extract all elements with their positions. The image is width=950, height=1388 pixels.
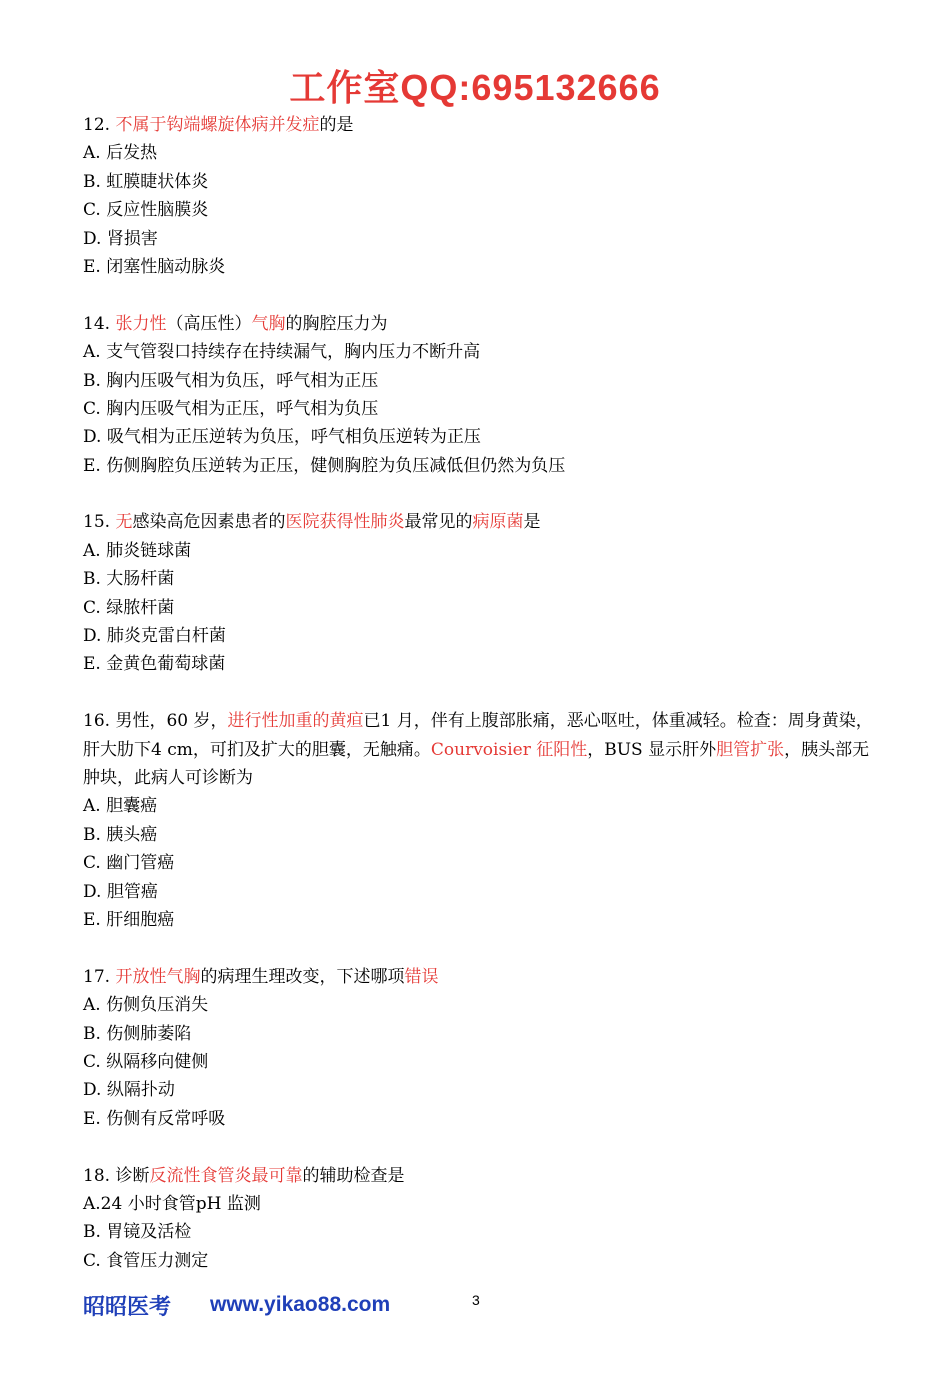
highlighted-keyword: Courvoisier 征阳性	[430, 739, 588, 760]
answer-option: E. 金黄色葡萄球菌	[83, 654, 226, 675]
question-stem	[83, 310, 883, 338]
highlighted-keyword: 错误	[404, 966, 439, 987]
answer-option: B. 虹膜睫状体炎	[83, 171, 209, 192]
stem-text: ，BUS 显示肝外	[587, 739, 717, 760]
question-block	[83, 707, 883, 934]
question-stem	[83, 508, 883, 536]
highlighted-keyword: 反流性食管炎最可靠	[149, 1165, 303, 1186]
answer-option: D. 吸气相为正压逆转为负压，呼气相负压逆转为正压	[83, 427, 481, 448]
stem-text: 的病理生理改变，下述哪项	[200, 966, 405, 987]
question-spacer	[83, 281, 883, 309]
page-number: 3	[472, 1292, 480, 1308]
highlighted-keyword: 张力性	[115, 313, 167, 334]
question-stem	[83, 1162, 883, 1190]
stem-text: 15.	[83, 512, 116, 533]
stem-text: 最常见的	[404, 512, 473, 533]
question-block	[83, 310, 883, 480]
question-block	[83, 963, 883, 1133]
answer-option: C. 胸内压吸气相为正压，呼气相为负压	[83, 398, 379, 419]
answer-option: A. 后发热	[83, 143, 158, 164]
answer-option: C. 食管压力测定	[83, 1250, 209, 1271]
stem-text: 17.	[83, 966, 116, 987]
answer-option: B. 胸内压吸气相为负压，呼气相为正压	[83, 370, 379, 391]
stem-text: 是	[523, 512, 541, 533]
question-spacer	[83, 679, 883, 707]
answer-option: B. 大肠杆菌	[83, 569, 175, 590]
answer-option: A. 肺炎链球菌	[83, 540, 192, 561]
stem-text: 感染高危因素患者的	[132, 512, 286, 533]
stem-text: 的辅助检查是	[302, 1165, 405, 1186]
question-spacer	[83, 1133, 883, 1161]
answer-option: E. 肝细胞癌	[83, 909, 175, 930]
answer-option: C. 幽门管癌	[83, 853, 175, 874]
answer-option: A. 伤侧负压消失	[83, 995, 209, 1016]
answer-option: B. 胃镜及活检	[83, 1222, 192, 1243]
answer-option: E. 伤侧胸腔负压逆转为正压，健侧胸腔为负压减低但仍然为负压	[83, 455, 566, 476]
answer-option: A. 胆囊癌	[83, 796, 158, 817]
question-block	[83, 1162, 883, 1276]
question-stem	[83, 707, 883, 792]
question-stem	[83, 111, 883, 139]
stem-text: 16. 男性，60 岁，	[83, 711, 228, 732]
footer-url-link[interactable]: www.yikao88.com	[210, 1293, 391, 1316]
question-spacer	[83, 934, 883, 962]
stem-text: 12.	[83, 115, 116, 135]
footer-brand: 昭昭医考	[83, 1294, 172, 1319]
highlighted-keyword: 气胸	[251, 313, 286, 334]
question-stem	[83, 963, 883, 991]
answer-option: B. 伤侧肺萎陷	[83, 1023, 192, 1044]
highlighted-keyword: 进行性加重的黄疸	[227, 711, 364, 732]
stem-text: ，胰头部无肿块，此病人可诊断为	[83, 739, 870, 789]
answer-option: E. 闭塞性脑动脉炎	[83, 256, 226, 277]
question-block	[83, 508, 883, 678]
answer-option: E. 伤侧有反常呼吸	[83, 1108, 226, 1129]
stem-text: 已1 月，伴有上腹部胀痛，恶心呕吐，体重减轻。检查：周身黄染，肝大肋下4 cm，可扪及扩大的胆囊，无触痛。	[83, 711, 873, 760]
highlighted-keyword: 病原菌	[472, 512, 524, 533]
stem-text: （高压性）	[166, 313, 252, 334]
answer-option: A. 支气管裂口持续存在持续漏气，胸内压力不断升高	[83, 342, 481, 363]
answer-option: D. 胆管癌	[83, 881, 158, 902]
stem-text: 18. 诊断	[83, 1165, 150, 1186]
question-block	[83, 111, 883, 281]
answer-option: D. 肾损害	[83, 228, 158, 249]
highlighted-keyword: 无	[115, 512, 133, 533]
answer-option: B. 胰头癌	[83, 824, 158, 845]
answer-option: A.24 小时食管pH 监测	[83, 1193, 261, 1214]
answer-option: C. 反应性脑膜炎	[83, 200, 209, 221]
question-spacer	[83, 480, 883, 508]
stem-text: 的是	[319, 115, 354, 135]
stem-text: 的胸腔压力为	[285, 313, 388, 334]
header-watermark: 工作室QQ:695132666	[289, 67, 661, 108]
answer-option: C. 纵隔移向健侧	[83, 1051, 209, 1072]
answer-option: D. 纵隔扑动	[83, 1080, 175, 1101]
question-list	[83, 111, 883, 1275]
highlighted-keyword: 开放性气胸	[115, 966, 201, 987]
answer-option: C. 绿脓杆菌	[83, 597, 175, 618]
highlighted-keyword: 胆管扩张	[716, 739, 785, 760]
answer-option: D. 肺炎克雷白杆菌	[83, 626, 226, 647]
highlighted-keyword: 不属于钩端螺旋体病并发症	[115, 115, 320, 135]
highlighted-keyword: 医院获得性肺炎	[285, 512, 405, 533]
stem-text: 14.	[83, 313, 116, 334]
